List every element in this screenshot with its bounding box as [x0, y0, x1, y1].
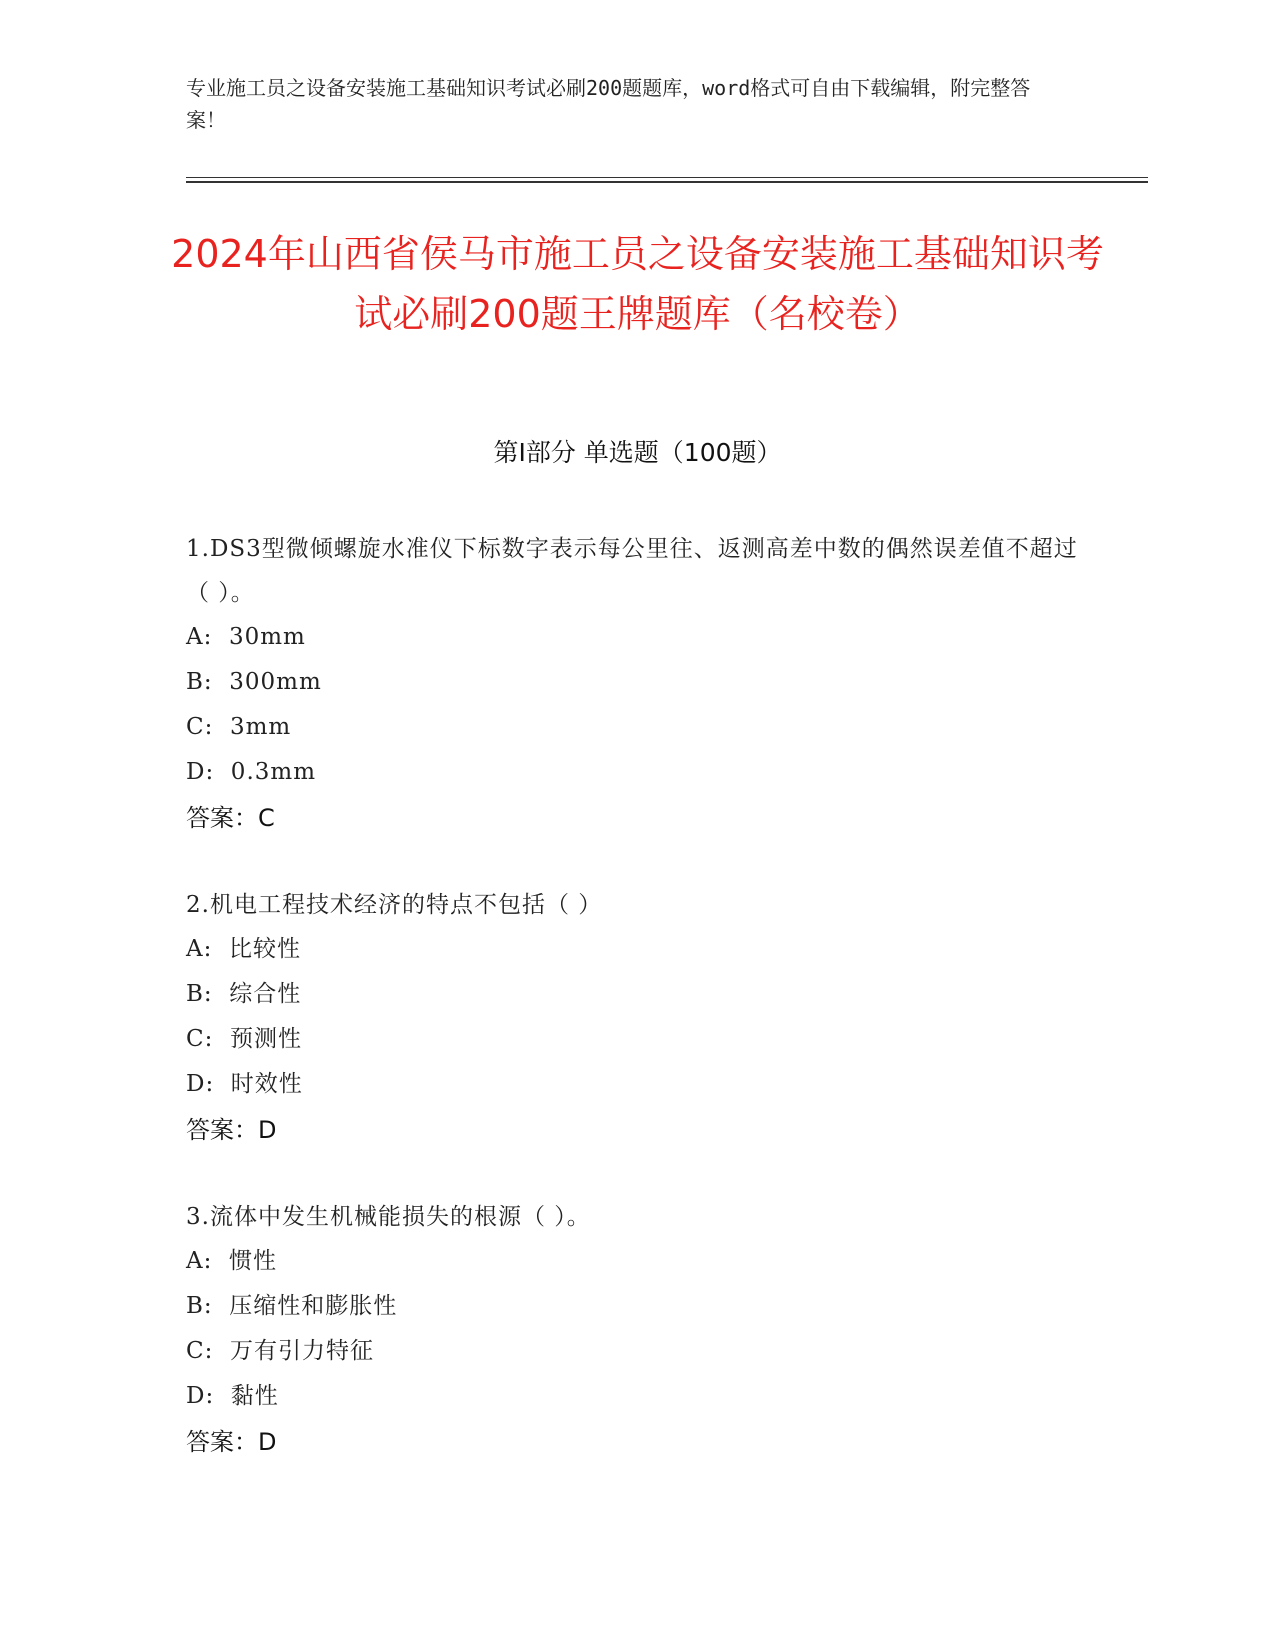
answer-line: 答案：D: [186, 1116, 277, 1144]
option-c: C: 3mm: [186, 714, 292, 740]
answer-line: 答案：C: [186, 804, 275, 832]
header-note: 专业施工员之设备安装施工基础知识考试必刷200题题库，word格式可自由下载编辑，附完整答案！: [186, 76, 1031, 132]
question-3: [186, 1195, 1086, 1465]
option-a: A: 惯性: [186, 1248, 277, 1274]
header-divider-thin: [186, 177, 1148, 178]
option-d: D: 时效性: [186, 1071, 303, 1097]
section-heading: 第I部分 单选题（100题）: [493, 438, 782, 467]
option-b: B: 压缩性和膨胀性: [186, 1293, 398, 1319]
question-2: [186, 883, 1086, 1153]
option-c: C: 预测性: [186, 1026, 302, 1052]
question-list: [186, 527, 1086, 1507]
document-title: 2024年山西省侯马市施工员之设备安装施工基础知识考试必刷200题王牌题库（名校卷）: [171, 232, 1104, 336]
question-text: 2.机电工程技术经济的特点不包括（ ）: [186, 892, 603, 918]
question-1: [186, 527, 1086, 841]
option-d: D: 黏性: [186, 1383, 279, 1409]
option-b: B: 综合性: [186, 981, 302, 1007]
option-d: D: 0.3mm: [186, 759, 317, 785]
question-text: 3.流体中发生机械能损失的根源（ ）。: [186, 1204, 591, 1230]
option-c: C: 万有引力特征: [186, 1338, 374, 1364]
option-a: A: 30mm: [186, 624, 306, 650]
answer-line: 答案：D: [186, 1428, 277, 1456]
option-b: B: 300mm: [186, 669, 322, 695]
header-divider-thick: [186, 181, 1148, 183]
option-a: A: 比较性: [186, 936, 301, 962]
question-text: 1.DS3型微倾螺旋水准仪下标数字表示每公里往、返测高差中数的偶然误差值不超过（ ）。: [186, 536, 1078, 606]
